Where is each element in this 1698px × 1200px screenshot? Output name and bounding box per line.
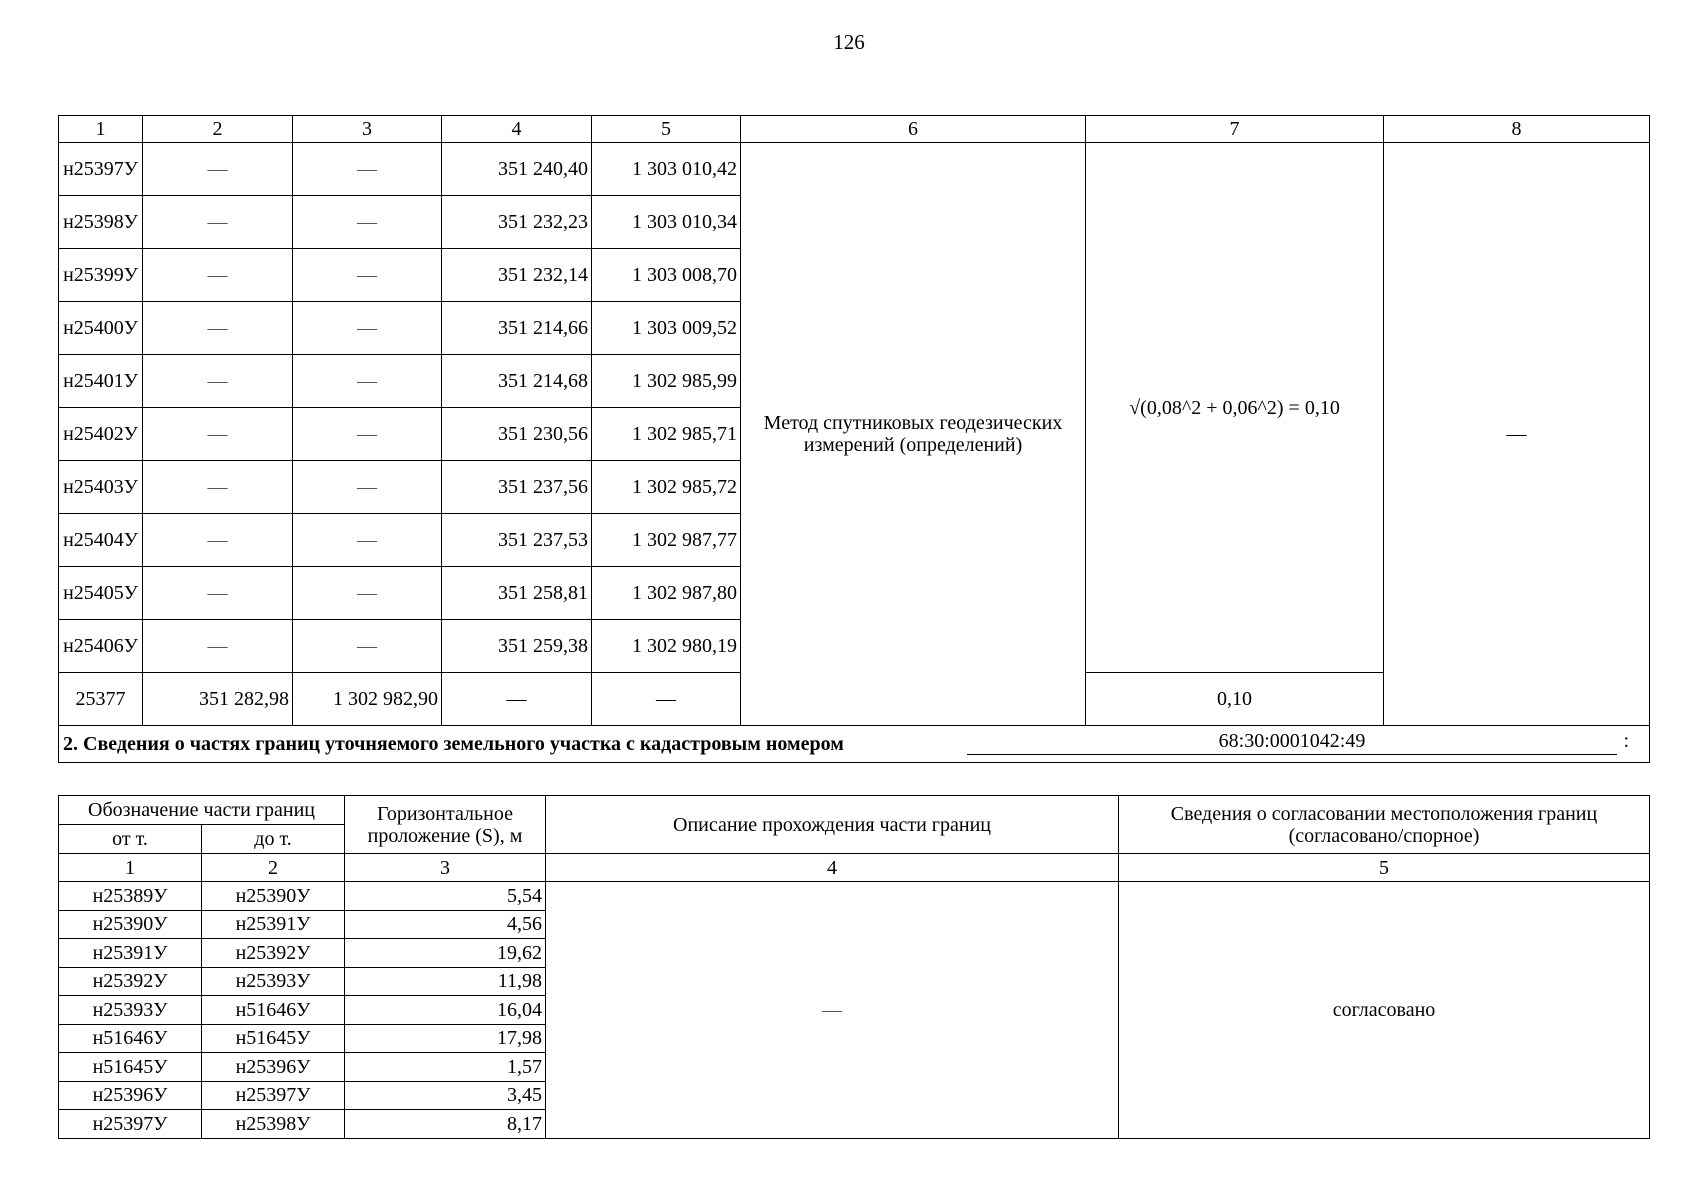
from-point: н51646У <box>59 1024 202 1053</box>
horizontal-distance: 11,98 <box>345 967 546 996</box>
page-number: 126 <box>833 30 865 54</box>
x-old: — <box>143 514 293 567</box>
col-number: 2 <box>202 854 345 882</box>
x-new: 351 258,81 <box>442 567 592 620</box>
point-id: 25377 <box>59 673 143 726</box>
from-point: н25393У <box>59 996 202 1025</box>
y-old: — <box>293 143 442 196</box>
x-old: — <box>143 249 293 302</box>
x-new: 351 232,23 <box>442 196 592 249</box>
col8-cell: — <box>1384 143 1650 726</box>
col-number: 2 <box>143 116 293 143</box>
col-number: 1 <box>59 116 143 143</box>
from-point: н25396У <box>59 1081 202 1110</box>
y-new: — <box>592 673 741 726</box>
point-id: н25398У <box>59 196 143 249</box>
x-old: — <box>143 567 293 620</box>
x-new: 351 214,68 <box>442 355 592 408</box>
x-old: — <box>143 408 293 461</box>
col-number: 4 <box>442 116 592 143</box>
y-old: — <box>293 567 442 620</box>
from-header: от т. <box>59 825 202 854</box>
point-id: н25405У <box>59 567 143 620</box>
part-designation-header: Обозначение части границ <box>59 796 345 825</box>
y-new: 1 303 010,42 <box>592 143 741 196</box>
x-old: — <box>143 620 293 673</box>
col-number: 5 <box>592 116 741 143</box>
section2-title-cell <box>59 726 1650 763</box>
to-point: н25390У <box>202 882 345 911</box>
horizontal-distance: 8,17 <box>345 1110 546 1139</box>
y-old: — <box>293 514 442 567</box>
method-cell: Метод спутниковых геодезических измерений (определений) <box>741 143 1086 726</box>
point-id: н25401У <box>59 355 143 408</box>
x-new: 351 230,56 <box>442 408 592 461</box>
y-new: 1 303 010,34 <box>592 196 741 249</box>
x-old: — <box>143 461 293 514</box>
horizontal-distance: 17,98 <box>345 1024 546 1053</box>
to-point: н51645У <box>202 1024 345 1053</box>
x-new: 351 237,56 <box>442 461 592 514</box>
to-point: н25393У <box>202 967 345 996</box>
y-new: 1 302 985,99 <box>592 355 741 408</box>
col-number: 3 <box>345 854 546 882</box>
coords-header-row <box>59 116 1650 143</box>
point-id: н25404У <box>59 514 143 567</box>
x-new: 351 214,66 <box>442 302 592 355</box>
col-number: 3 <box>293 116 442 143</box>
from-point: н25397У <box>59 1110 202 1139</box>
table-row <box>59 143 1650 196</box>
y-old: — <box>293 355 442 408</box>
x-old: — <box>143 196 293 249</box>
horizontal-distance: 1,57 <box>345 1053 546 1082</box>
from-point: н25392У <box>59 967 202 996</box>
y-old: — <box>293 249 442 302</box>
col-number: 7 <box>1086 116 1384 143</box>
col-number: 8 <box>1384 116 1650 143</box>
point-id: н25402У <box>59 408 143 461</box>
col-number: 4 <box>546 854 1119 882</box>
description-cell: — <box>546 882 1119 1139</box>
point-id: н25400У <box>59 302 143 355</box>
horizontal-distance: 19,62 <box>345 939 546 968</box>
to-header: до т. <box>202 825 345 854</box>
y-new: 1 303 008,70 <box>592 249 741 302</box>
x-old: 351 282,98 <box>143 673 293 726</box>
to-point: н25397У <box>202 1081 345 1110</box>
parts-header-row-1 <box>59 796 1650 825</box>
point-id: н25399У <box>59 249 143 302</box>
agreement-cell: согласовано <box>1119 882 1650 1139</box>
point-id: н25403У <box>59 461 143 514</box>
col-number: 5 <box>1119 854 1650 882</box>
agreement-header: Сведения о согласовании местоположения границ (согласовано/спорное) <box>1119 796 1650 854</box>
y-old: — <box>293 408 442 461</box>
accuracy-last-cell: 0,10 <box>1086 673 1384 726</box>
x-new: — <box>442 673 592 726</box>
table-row <box>59 882 1650 911</box>
x-new: 351 232,14 <box>442 249 592 302</box>
y-old: 1 302 982,90 <box>293 673 442 726</box>
description-header: Описание прохождения части границ <box>546 796 1119 854</box>
point-id: н25406У <box>59 620 143 673</box>
col-number: 6 <box>741 116 1086 143</box>
horizontal-distance: 5,54 <box>345 882 546 911</box>
col-number: 1 <box>59 854 202 882</box>
y-old: — <box>293 461 442 514</box>
cadastral-number: 68:30:0001042:49 <box>967 730 1617 755</box>
x-new: 351 259,38 <box>442 620 592 673</box>
y-new: 1 302 987,77 <box>592 514 741 567</box>
horizontal-header: Горизонтальное проложение (S), м <box>345 796 546 854</box>
point-id: н25397У <box>59 143 143 196</box>
horizontal-distance: 4,56 <box>345 910 546 939</box>
from-point: н51645У <box>59 1053 202 1082</box>
y-old: — <box>293 620 442 673</box>
x-old: — <box>143 143 293 196</box>
y-new: 1 302 980,19 <box>592 620 741 673</box>
y-new: 1 302 985,71 <box>592 408 741 461</box>
to-point: н25396У <box>202 1053 345 1082</box>
parts-col-numbers-row <box>59 854 1650 882</box>
section2-title: 2. Сведения о частях границ уточняемого земельного участка с кадастровым номером <box>63 733 844 755</box>
y-new: 1 303 009,52 <box>592 302 741 355</box>
to-point: н25391У <box>202 910 345 939</box>
x-old: — <box>143 302 293 355</box>
y-old: — <box>293 302 442 355</box>
coordinates-table <box>58 115 1650 763</box>
y-new: 1 302 985,72 <box>592 461 741 514</box>
x-new: 351 237,53 <box>442 514 592 567</box>
from-point: н25391У <box>59 939 202 968</box>
to-point: н51646У <box>202 996 345 1025</box>
to-point: н25392У <box>202 939 345 968</box>
boundary-parts-table <box>58 795 1650 1139</box>
x-new: 351 240,40 <box>442 143 592 196</box>
from-point: н25390У <box>59 910 202 939</box>
accuracy-formula-cell: √(0,08^2 + 0,06^2) = 0,10 <box>1086 143 1384 673</box>
section2-title-row <box>59 726 1650 763</box>
horizontal-distance: 16,04 <box>345 996 546 1025</box>
x-old: — <box>143 355 293 408</box>
horizontal-distance: 3,45 <box>345 1081 546 1110</box>
y-new: 1 302 987,80 <box>592 567 741 620</box>
from-point: н25389У <box>59 882 202 911</box>
to-point: н25398У <box>202 1110 345 1139</box>
y-old: — <box>293 196 442 249</box>
title-colon: : <box>1623 730 1629 752</box>
